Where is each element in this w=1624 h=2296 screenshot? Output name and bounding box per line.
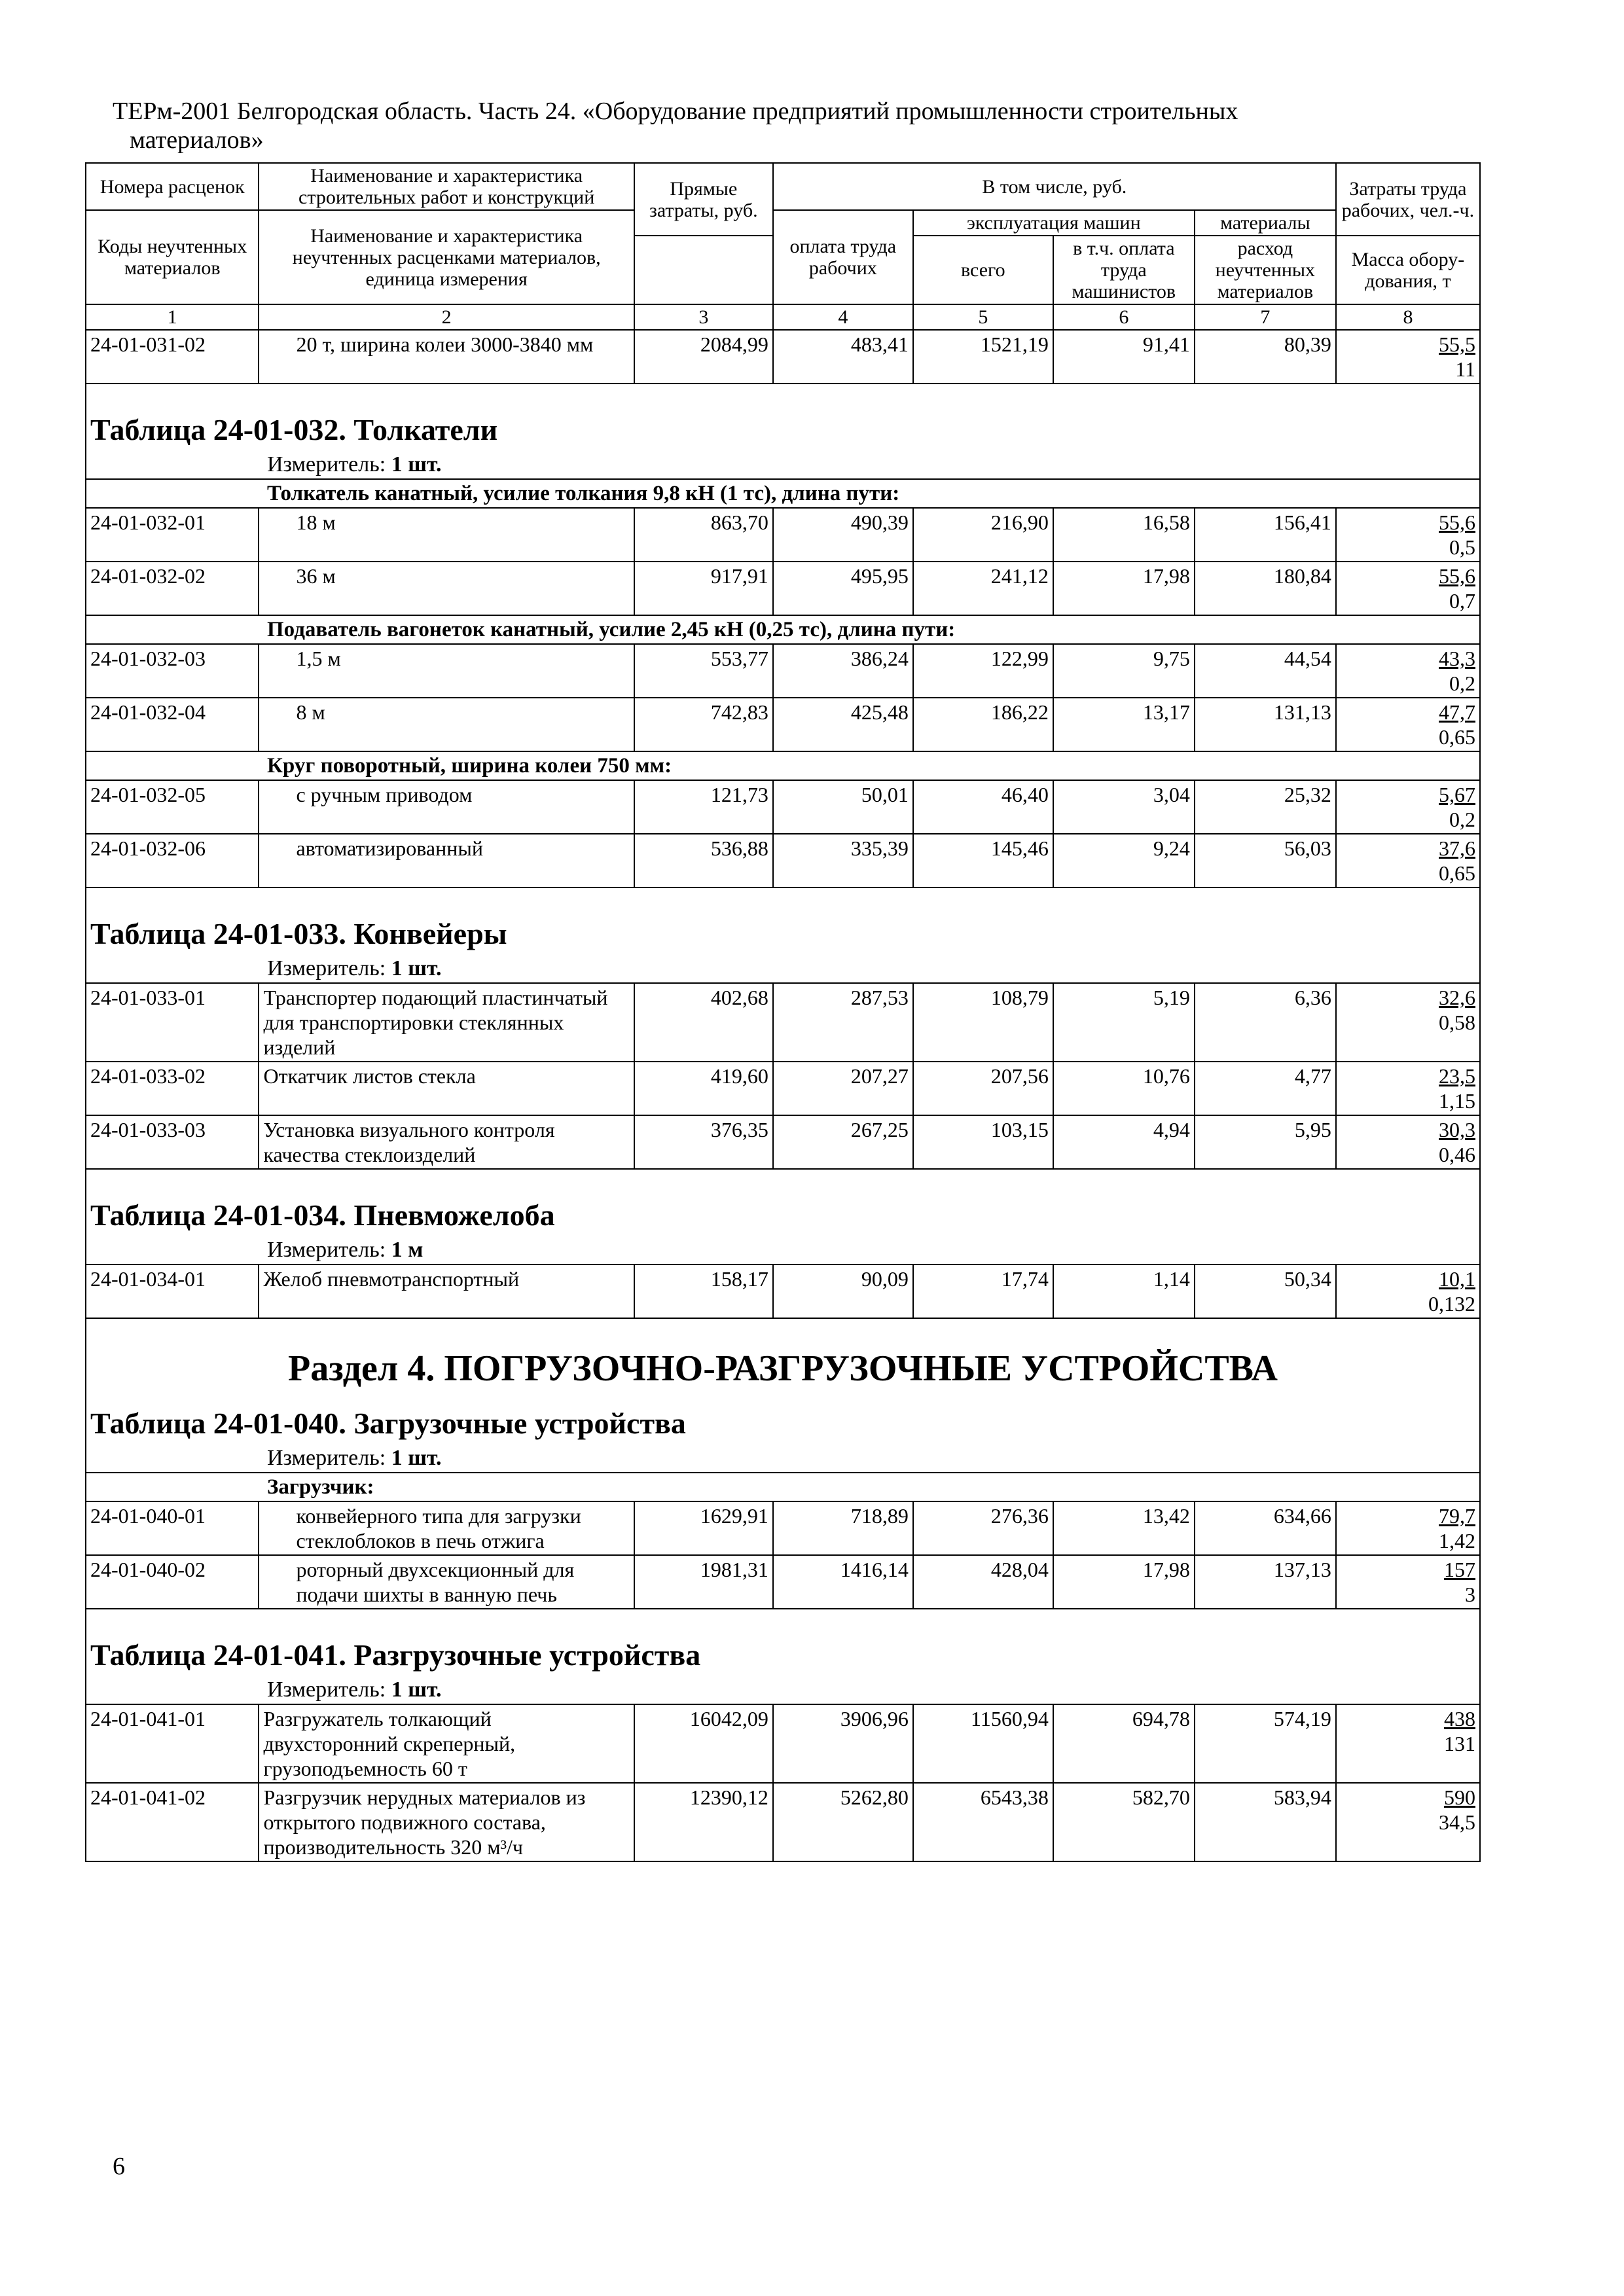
rate-name: Транспортер подающий пластинчатый для транспортировки стеклянных изделий xyxy=(259,983,634,1062)
machinist-cost: 91,41 xyxy=(1053,330,1195,384)
rate-code: 24-01-032-05 xyxy=(86,780,259,834)
table-row xyxy=(86,1555,1480,1609)
col6-header: в т.ч. оплата труда машинистов xyxy=(1053,236,1195,304)
rate-name: Разгружатель толкающий двухсторонний скреперный, грузоподъемность 60 т xyxy=(259,1704,634,1783)
material-cost: 50,34 xyxy=(1195,1265,1336,1318)
machine-cost: 216,90 xyxy=(913,508,1053,562)
group-heading: Круг поворотный, ширина колеи 750 мм: xyxy=(86,751,1480,780)
machine-cost: 276,36 xyxy=(913,1501,1053,1555)
direct-cost: 1981,31 xyxy=(634,1555,773,1609)
direct-cost: 402,68 xyxy=(634,983,773,1062)
machinist-cost: 16,58 xyxy=(1053,508,1195,562)
labor-mass-cell xyxy=(1336,562,1480,615)
table-title: Таблица 24-01-032. Толкатели xyxy=(86,384,1480,451)
table-row xyxy=(86,1501,1480,1555)
labor-hours: 10,1 xyxy=(1439,1267,1475,1291)
labor-mass-cell xyxy=(1336,1783,1480,1861)
machinist-cost: 13,17 xyxy=(1053,698,1195,751)
measure-label: Измеритель: xyxy=(267,956,386,980)
equipment-mass: 0,65 xyxy=(1439,861,1475,885)
direct-cost: 553,77 xyxy=(634,644,773,698)
equipment-mass: 0,58 xyxy=(1439,1011,1475,1034)
labor-cost: 425,48 xyxy=(773,698,913,751)
labor-cost: 5262,80 xyxy=(773,1783,913,1861)
table-row xyxy=(86,698,1480,751)
header-line-2: материалов» xyxy=(130,126,264,154)
labor-mass-cell xyxy=(1336,644,1480,698)
equipment-mass: 3 xyxy=(1465,1583,1475,1606)
rate-code: 24-01-031-02 xyxy=(86,330,259,384)
rate-name: 18 м xyxy=(259,508,634,562)
col7-header: расход неучтенных материалов xyxy=(1195,236,1336,304)
rate-code: 24-01-041-02 xyxy=(86,1783,259,1861)
machine-cost: 1521,19 xyxy=(913,330,1053,384)
table-row xyxy=(86,983,1480,1062)
equipment-mass: 0,2 xyxy=(1449,808,1475,831)
labor-mass-cell xyxy=(1336,1062,1480,1115)
rate-code: 24-01-032-06 xyxy=(86,834,259,888)
equipment-mass: 0,7 xyxy=(1449,589,1475,613)
labor-cost: 90,09 xyxy=(773,1265,913,1318)
table-row xyxy=(86,1062,1480,1115)
labor-cost: 386,24 xyxy=(773,644,913,698)
materials-header: материалы xyxy=(1195,210,1336,236)
labor-cost: 495,95 xyxy=(773,562,913,615)
rate-code: 24-01-033-01 xyxy=(86,983,259,1062)
col5-header: всего xyxy=(913,236,1053,304)
machine-cost: 11560,94 xyxy=(913,1704,1053,1783)
labor-hours: 30,3 xyxy=(1439,1118,1475,1141)
machine-cost: 122,99 xyxy=(913,644,1053,698)
col-number: 6 xyxy=(1053,304,1195,330)
group-heading: Загрузчик: xyxy=(86,1473,1480,1501)
measure-value: 1 шт. xyxy=(391,956,442,980)
col8-header-top: Затраты труда рабочих, чел.-ч. xyxy=(1336,163,1480,236)
equipment-mass: 0,65 xyxy=(1439,725,1475,749)
rate-name: Желоб пневмотранспортный xyxy=(259,1265,634,1318)
labor-mass-cell xyxy=(1336,1115,1480,1169)
labor-hours: 23,5 xyxy=(1439,1064,1475,1088)
rate-name: 20 т, ширина колеи 3000-3840 мм xyxy=(259,330,634,384)
labor-mass-cell xyxy=(1336,698,1480,751)
material-cost: 156,41 xyxy=(1195,508,1336,562)
labor-hours: 55,6 xyxy=(1439,511,1475,534)
measure-label: Измеритель: xyxy=(267,452,386,476)
material-cost: 137,13 xyxy=(1195,1555,1336,1609)
direct-cost: 376,35 xyxy=(634,1115,773,1169)
direct-cost: 2084,99 xyxy=(634,330,773,384)
rate-code: 24-01-040-02 xyxy=(86,1555,259,1609)
labor-mass-cell xyxy=(1336,834,1480,888)
header-line-1: ТЕРм-2001 Белгородская область. Часть 24. «Оборудование предприятий промышленности строительных xyxy=(113,98,1238,125)
rate-name: 1,5 м xyxy=(259,644,634,698)
labor-hours: 157 xyxy=(1444,1558,1475,1581)
labor-mass-cell xyxy=(1336,508,1480,562)
equipment-mass: 0,46 xyxy=(1439,1143,1475,1166)
measure-value: 1 шт. xyxy=(391,1446,442,1470)
rate-name: конвейерного типа для загрузки стеклоблоков в печь отжига xyxy=(259,1501,634,1555)
direct-cost: 121,73 xyxy=(634,780,773,834)
rate-name: 8 м xyxy=(259,698,634,751)
rate-code: 24-01-032-04 xyxy=(86,698,259,751)
machinist-cost: 5,19 xyxy=(1053,983,1195,1062)
col2-header-top: Наименование и характеристика строительных работ и конструкций xyxy=(259,163,634,210)
machinist-cost: 582,70 xyxy=(1053,1783,1195,1861)
labor-mass-cell xyxy=(1336,330,1480,384)
col-number: 4 xyxy=(773,304,913,330)
col3-header-cont xyxy=(634,236,773,304)
labor-mass-cell xyxy=(1336,1501,1480,1555)
machine-cost: 17,74 xyxy=(913,1265,1053,1318)
measure-label: Измеритель: xyxy=(267,1238,386,1262)
table-title: Таблица 24-01-034. Пневможелоба xyxy=(86,1169,1480,1236)
direct-cost: 16042,09 xyxy=(634,1704,773,1783)
table-row xyxy=(86,1704,1480,1783)
direct-cost: 419,60 xyxy=(634,1062,773,1115)
table-row xyxy=(86,330,1480,384)
equipment-mass: 11 xyxy=(1455,357,1475,381)
col-number: 7 xyxy=(1195,304,1336,330)
material-cost: 25,32 xyxy=(1195,780,1336,834)
machine-cost: 241,12 xyxy=(913,562,1053,615)
material-cost: 583,94 xyxy=(1195,1783,1336,1861)
material-cost: 4,77 xyxy=(1195,1062,1336,1115)
machinist-cost: 10,76 xyxy=(1053,1062,1195,1115)
machinist-cost: 4,94 xyxy=(1053,1115,1195,1169)
table-row xyxy=(86,1783,1480,1861)
machinist-cost: 694,78 xyxy=(1053,1704,1195,1783)
rate-code: 24-01-033-03 xyxy=(86,1115,259,1169)
col-number: 5 xyxy=(913,304,1053,330)
table-row xyxy=(86,644,1480,698)
labor-cost: 207,27 xyxy=(773,1062,913,1115)
measure-unit xyxy=(86,451,1480,479)
machine-cost: 6543,38 xyxy=(913,1783,1053,1861)
labor-hours: 47,7 xyxy=(1439,700,1475,724)
document-header xyxy=(113,97,1487,154)
table-row xyxy=(86,1115,1480,1169)
labor-hours: 37,6 xyxy=(1439,836,1475,860)
equipment-mass: 0,132 xyxy=(1428,1292,1475,1316)
material-cost: 6,36 xyxy=(1195,983,1336,1062)
measure-unit xyxy=(86,955,1480,983)
measure-unit xyxy=(86,1444,1480,1473)
material-cost: 574,19 xyxy=(1195,1704,1336,1783)
labor-mass-cell xyxy=(1336,780,1480,834)
machinist-cost: 17,98 xyxy=(1053,562,1195,615)
rate-name: Откатчик листов стекла xyxy=(259,1062,634,1115)
machinist-cost: 9,75 xyxy=(1053,644,1195,698)
col-number: 8 xyxy=(1336,304,1480,330)
material-cost: 131,13 xyxy=(1195,698,1336,751)
labor-cost: 490,39 xyxy=(773,508,913,562)
labor-hours: 55,6 xyxy=(1439,564,1475,588)
labor-mass-cell xyxy=(1336,1265,1480,1318)
machine-cost: 207,56 xyxy=(913,1062,1053,1115)
labor-cost: 50,01 xyxy=(773,780,913,834)
table-title: Таблица 24-01-033. Конвейеры xyxy=(86,888,1480,955)
measure-value: 1 шт. xyxy=(391,452,442,476)
material-cost: 634,66 xyxy=(1195,1501,1336,1555)
rate-code: 24-01-032-03 xyxy=(86,644,259,698)
col1-header-top: Номера расценок xyxy=(86,163,259,210)
machinist-cost: 1,14 xyxy=(1053,1265,1195,1318)
labor-hours: 79,7 xyxy=(1439,1504,1475,1528)
labor-mass-cell xyxy=(1336,983,1480,1062)
col2-header-bottom: Наименование и характеристика неучтенных расценками материалов, единица измерения xyxy=(259,210,634,304)
measure-unit xyxy=(86,1676,1480,1704)
labor-hours: 55,5 xyxy=(1439,332,1475,356)
rate-code: 24-01-032-02 xyxy=(86,562,259,615)
equipment-mass: 0,2 xyxy=(1449,672,1475,695)
labor-hours: 590 xyxy=(1444,1785,1475,1809)
in-total-header: В том числе, руб. xyxy=(773,163,1336,210)
measure-value: 1 шт. xyxy=(391,1677,442,1702)
machine-cost: 46,40 xyxy=(913,780,1053,834)
measure-label: Измеритель: xyxy=(267,1446,386,1470)
labor-cost: 718,89 xyxy=(773,1501,913,1555)
table-row xyxy=(86,780,1480,834)
table-row xyxy=(86,834,1480,888)
machine-cost: 103,15 xyxy=(913,1115,1053,1169)
machines-header: эксплуатация машин xyxy=(913,210,1195,236)
column-numbers-row xyxy=(86,304,1480,330)
measure-unit xyxy=(86,1236,1480,1265)
col8-header-bottom: Масса обору-дования, т xyxy=(1336,236,1480,304)
rate-name: Установка визуального контроля качества стеклоизделий xyxy=(259,1115,634,1169)
labor-cost: 335,39 xyxy=(773,834,913,888)
rate-code: 24-01-034-01 xyxy=(86,1265,259,1318)
col1-header-bottom: Коды неучтенных материалов xyxy=(86,210,259,304)
table-row xyxy=(86,562,1480,615)
direct-cost: 917,91 xyxy=(634,562,773,615)
page-number: 6 xyxy=(113,2153,125,2180)
rate-code: 24-01-041-01 xyxy=(86,1704,259,1783)
group-heading: Толкатель канатный, усилие толкания 9,8 кН (1 тс), длина пути: xyxy=(86,479,1480,508)
labor-mass-cell xyxy=(1336,1555,1480,1609)
rate-code: 24-01-040-01 xyxy=(86,1501,259,1555)
direct-cost: 536,88 xyxy=(634,834,773,888)
rate-code: 24-01-032-01 xyxy=(86,508,259,562)
table-row xyxy=(86,508,1480,562)
material-cost: 56,03 xyxy=(1195,834,1336,888)
labor-mass-cell xyxy=(1336,1704,1480,1783)
labor-cost: 3906,96 xyxy=(773,1704,913,1783)
direct-cost: 1629,91 xyxy=(634,1501,773,1555)
rate-name: 36 м xyxy=(259,562,634,615)
labor-cost: 483,41 xyxy=(773,330,913,384)
rate-name: Разгрузчик нерудных материалов из открытого подвижного состава, производительность 320 м³/ч xyxy=(259,1783,634,1861)
rate-code: 24-01-033-02 xyxy=(86,1062,259,1115)
machine-cost: 108,79 xyxy=(913,983,1053,1062)
labor-hours: 5,67 xyxy=(1439,783,1475,806)
machinist-cost: 17,98 xyxy=(1053,1555,1195,1609)
material-cost: 80,39 xyxy=(1195,330,1336,384)
machinist-cost: 3,04 xyxy=(1053,780,1195,834)
rate-name: роторный двухсекционный для подачи шихты в ванную печь xyxy=(259,1555,634,1609)
measure-value: 1 м xyxy=(391,1238,424,1262)
table-title: Таблица 24-01-040. Загрузочные устройства xyxy=(86,1393,1480,1444)
material-cost: 44,54 xyxy=(1195,644,1336,698)
table-row xyxy=(86,1265,1480,1318)
equipment-mass: 0,5 xyxy=(1449,535,1475,559)
equipment-mass: 34,5 xyxy=(1439,1810,1475,1834)
rate-name: с ручным приводом xyxy=(259,780,634,834)
group-heading: Подаватель вагонеток канатный, усилие 2,45 кН (0,25 тс), длина пути: xyxy=(86,615,1480,644)
machine-cost: 428,04 xyxy=(913,1555,1053,1609)
labor-cost: 287,53 xyxy=(773,983,913,1062)
machine-cost: 145,46 xyxy=(913,834,1053,888)
col-number: 1 xyxy=(86,304,259,330)
equipment-mass: 1,15 xyxy=(1439,1089,1475,1113)
equipment-mass: 131 xyxy=(1444,1732,1475,1755)
labor-cost: 1416,14 xyxy=(773,1555,913,1609)
labor-hours: 438 xyxy=(1444,1707,1475,1731)
rate-name: автоматизированный xyxy=(259,834,634,888)
material-cost: 5,95 xyxy=(1195,1115,1336,1169)
measure-label: Измеритель: xyxy=(267,1677,386,1702)
rates-table xyxy=(85,162,1481,1862)
machinist-cost: 9,24 xyxy=(1053,834,1195,888)
col3-header: Прямые затраты, руб. xyxy=(634,163,773,236)
section-heading: Раздел 4. ПОГРУЗОЧНО-РАЗГРУЗОЧНЫЕ УСТРОЙСТВА xyxy=(86,1318,1480,1393)
col-number: 3 xyxy=(634,304,773,330)
equipment-mass: 1,42 xyxy=(1439,1529,1475,1552)
labor-hours: 43,3 xyxy=(1439,647,1475,670)
machinist-cost: 13,42 xyxy=(1053,1501,1195,1555)
table-title: Таблица 24-01-041. Разгрузочные устройства xyxy=(86,1609,1480,1676)
direct-cost: 12390,12 xyxy=(634,1783,773,1861)
machine-cost: 186,22 xyxy=(913,698,1053,751)
labor-cost: 267,25 xyxy=(773,1115,913,1169)
direct-cost: 742,83 xyxy=(634,698,773,751)
direct-cost: 863,70 xyxy=(634,508,773,562)
direct-cost: 158,17 xyxy=(634,1265,773,1318)
col4-header: оплата труда рабочих xyxy=(773,210,913,304)
labor-hours: 32,6 xyxy=(1439,986,1475,1009)
material-cost: 180,84 xyxy=(1195,562,1336,615)
col-number: 2 xyxy=(259,304,634,330)
